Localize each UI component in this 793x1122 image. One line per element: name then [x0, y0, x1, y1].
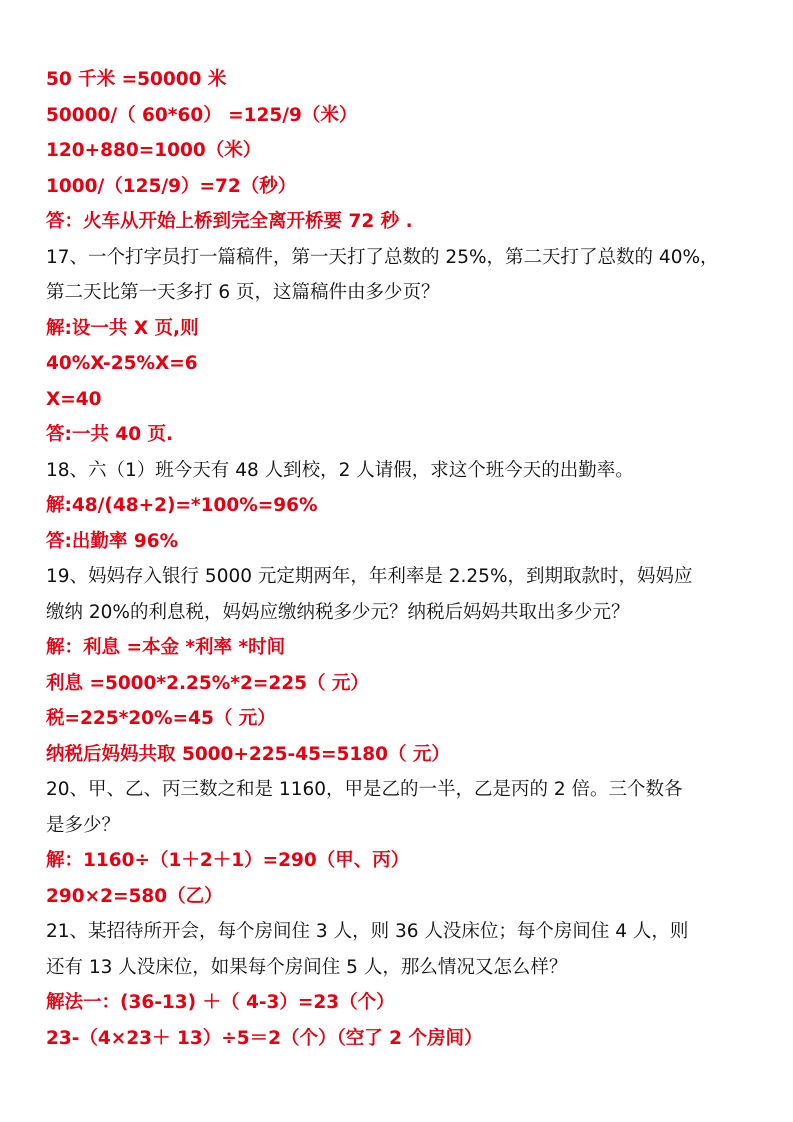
answer-line: 解:48/(48+2)=*100%=96% [46, 495, 318, 516]
answer-line: 答：火车从开始上桥到完全离开桥要 72 秒 . [46, 211, 413, 232]
question-line: 21、某招待所开会，每个房间住 3 人，则 36 人没床位；每个房间住 4 人，则 [46, 921, 689, 942]
answer-line: 解：利息 =本金 *利率 *时间 [46, 637, 286, 658]
question-line: 20、甲、乙、丙三数之和是 1160，甲是乙的一半，乙是丙的 2 倍。三个数各 [46, 779, 683, 800]
answer-line: 1000/（125/9）=72（秒） [46, 175, 297, 197]
answer-line: 解:设一共 X 页,则 [46, 317, 199, 339]
question-line: 19、妈妈存入银行 5000 元定期两年，年利率是 2.25%，到期取款时，妈妈应 [46, 566, 693, 587]
question-line: 18、六（1）班今天有 48 人到校，2 人请假，求这个班今天的出勤率。 [46, 459, 634, 481]
answer-line: 纳税后妈妈共取 5000+225-45=5180（ 元） [46, 743, 450, 765]
question-line: 17、一个打字员打一篇稿件，第一天打了总数的 25%，第二天打了总数的 40%， [46, 246, 719, 268]
answer-line: 答:一共 40 页. [46, 424, 174, 445]
answer-line: 50000/（ 60*60） =125/9（米） [46, 104, 358, 126]
answer-line: 答:出勤率 96% [46, 530, 179, 552]
answer-line: 290×2=580（乙） [46, 885, 223, 907]
question-line: 第二天比第一天多打 6 页，这篇稿件由多少页？ [46, 282, 440, 303]
document-page [46, 62, 756, 1056]
answer-line: 50 千米 =50000 米 [46, 69, 227, 90]
answer-line: 120+880=1000（米） [46, 140, 262, 161]
question-line: 缴纳 20%的利息税，妈妈应缴纳税多少元？纳税后妈妈共取出多少元？ [46, 601, 630, 623]
answer-line: 税=225*20%=45（ 元） [46, 708, 276, 729]
answer-line: X=40 [46, 388, 102, 410]
question-line: 是多少？ [46, 814, 121, 836]
answer-line: 利息 =5000*2.25%*2=225（ 元） [46, 672, 369, 694]
answer-line: 解：1160÷（1＋2＋1）=290（甲、丙） [46, 850, 410, 871]
question-line: 还有 13 人没床位，如果每个房间住 5 人，那么情况又怎么样？ [46, 956, 568, 978]
answer-line: 40%X-25%X=6 [46, 353, 198, 374]
answer-line: 23-（4×23＋ 13）÷5＝2（个）（空了 2 个房间） [46, 1027, 483, 1049]
answer-line: 解法一：(36-13) ＋（ 4-3）=23（个） [46, 992, 395, 1013]
